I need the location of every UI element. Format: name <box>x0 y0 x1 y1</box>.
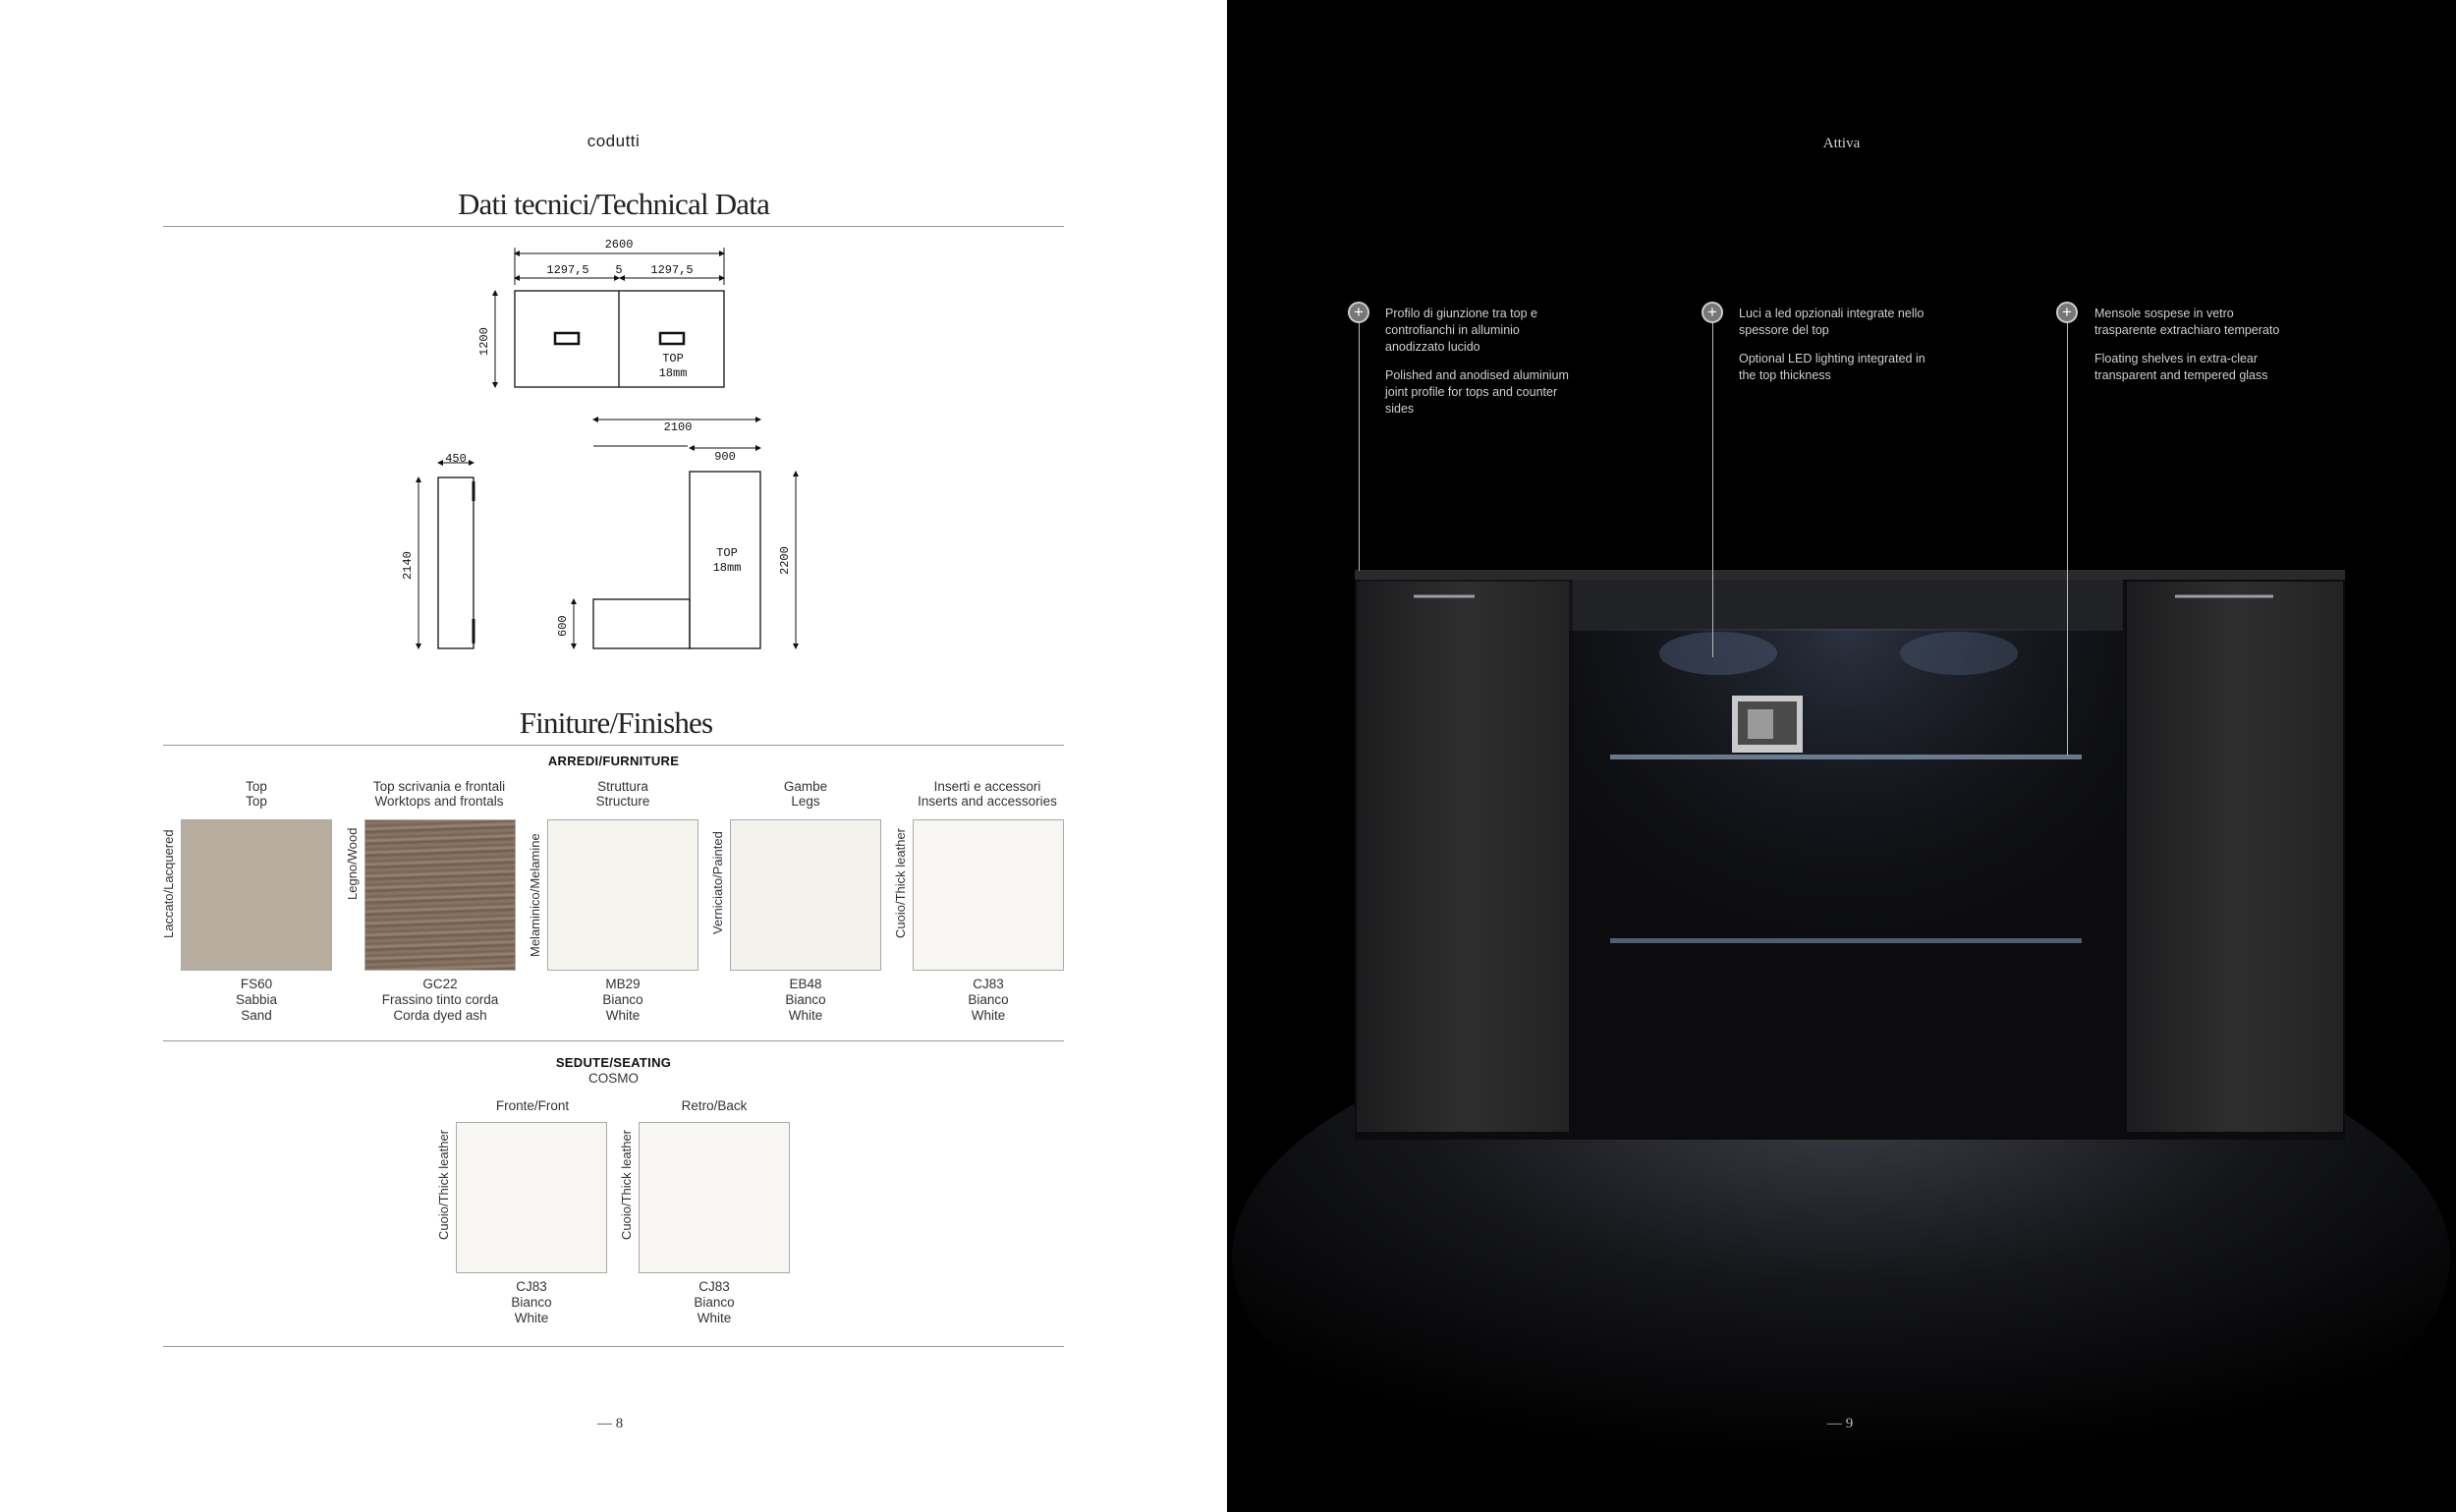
glass-shelf <box>1610 755 2082 759</box>
swatch-caption: EB48 Bianco White <box>785 977 826 1023</box>
swatch-gc22 <box>364 819 516 971</box>
dim-600: 600 <box>556 615 570 637</box>
page-number: — 8 <box>597 1416 624 1431</box>
callout-led-lighting: Luci a led opzionali integrate nello spessore del top Optional LED lighting integrated in the top thickness <box>1739 307 1926 382</box>
plus-icon[interactable]: + <box>1348 302 1369 323</box>
seating-heading: Retro/Back <box>681 1098 748 1113</box>
plus-icon[interactable]: + <box>1702 302 1723 323</box>
finish-heading: Gambe Legs <box>783 779 828 809</box>
seating-model: COSMO <box>587 1071 639 1086</box>
material-label: Melaminico/Melamine <box>528 833 542 957</box>
swatch-seat-back <box>639 1122 790 1273</box>
page-number: — 9 <box>1827 1416 1854 1431</box>
material-label: Cuoio/Thick leather <box>436 1130 451 1240</box>
dim-2600: 2600 <box>604 238 634 252</box>
material-label: Laccato/Lacquered <box>161 829 176 938</box>
swatch-seat-front <box>456 1122 607 1273</box>
dim-1297-left: 1297,5 <box>546 263 589 277</box>
product-title: Attiva <box>1822 136 1861 151</box>
dim-900: 900 <box>714 450 736 464</box>
swatch-fs60 <box>181 819 332 971</box>
finish-heading: Top Top <box>246 779 267 809</box>
dim-2200: 2200 <box>778 546 792 575</box>
dim-2100: 2100 <box>663 420 693 434</box>
callout-line <box>1712 323 1713 657</box>
swatch-cj83 <box>913 819 1064 971</box>
callout-line <box>2067 323 2068 756</box>
finish-heading: Top scrivania e frontali Worktops and frontals <box>372 779 506 809</box>
seating-section-title: SEDUTE/SEATING <box>555 1055 672 1070</box>
divider <box>163 1040 1064 1041</box>
divider <box>163 745 1064 746</box>
divider <box>163 226 1064 227</box>
right-page <box>1227 0 2456 1512</box>
product-photo <box>1227 0 2456 1512</box>
swatch-eb48 <box>730 819 881 971</box>
swatch-caption: FS60 Sabbia Sand <box>235 977 278 1023</box>
plus-icon[interactable]: + <box>2056 302 2078 323</box>
dim-1200: 1200 <box>477 327 491 356</box>
swatch-caption: CJ83 Bianco White <box>694 1279 735 1325</box>
technical-drawing <box>373 232 825 664</box>
dim-1297-right: 1297,5 <box>650 263 694 277</box>
brand-logo: codutti <box>586 132 641 150</box>
swatch-caption: GC22 Frassino tinto corda Corda dyed ash <box>381 977 499 1023</box>
divider <box>163 1346 1064 1347</box>
top-label: TOP <box>662 352 684 365</box>
top-thickness: 18mm <box>658 366 688 380</box>
swatch-mb29 <box>547 819 698 971</box>
swatch-caption: CJ83 Bianco White <box>511 1279 552 1325</box>
left-page <box>0 0 1227 1512</box>
l-top-thickness: 18mm <box>712 561 742 575</box>
side-elevation <box>438 477 474 648</box>
material-label: Verniciato/Painted <box>710 831 725 934</box>
swatch-caption: MB29 Bianco White <box>602 977 643 1023</box>
callout-joint-profile: Profilo di giunzione tra top e controfianchi in alluminio anodizzato lucido Polished and anodised aluminium joint profile for tops and counter sides <box>1385 307 1569 416</box>
callout-glass-shelves: Mensole sospese in vetro trasparente extrachiaro temperato Floating shelves in extra-clear transparent and tempered glass <box>2094 307 2280 382</box>
dim-gap: 5 <box>615 263 623 277</box>
material-label: Cuoio/Thick leather <box>893 828 908 938</box>
material-label: Cuoio/Thick leather <box>619 1130 634 1240</box>
callout-line <box>1359 323 1360 571</box>
dim-450: 450 <box>445 452 467 466</box>
technical-data-title: Dati tecnici/Technical Data <box>457 187 770 221</box>
glass-shelf <box>1610 938 2082 943</box>
swatch-caption: CJ83 Bianco White <box>968 977 1009 1023</box>
finish-heading: Struttura Structure <box>595 779 650 809</box>
l-top-label: TOP <box>716 546 738 560</box>
seating-heading: Fronte/Front <box>495 1098 570 1113</box>
material-label: Legno/Wood <box>345 827 360 900</box>
right-door <box>2127 582 2343 1132</box>
finish-heading: Inserti e accessori Inserts and accessories <box>918 779 1057 809</box>
finishes-title: Finiture/Finishes <box>519 705 713 740</box>
l-desk-plan <box>690 472 760 648</box>
left-door <box>1357 582 1569 1132</box>
dim-2140: 2140 <box>401 551 415 580</box>
furniture-section-title: ARREDI/FURNITURE <box>547 754 680 768</box>
